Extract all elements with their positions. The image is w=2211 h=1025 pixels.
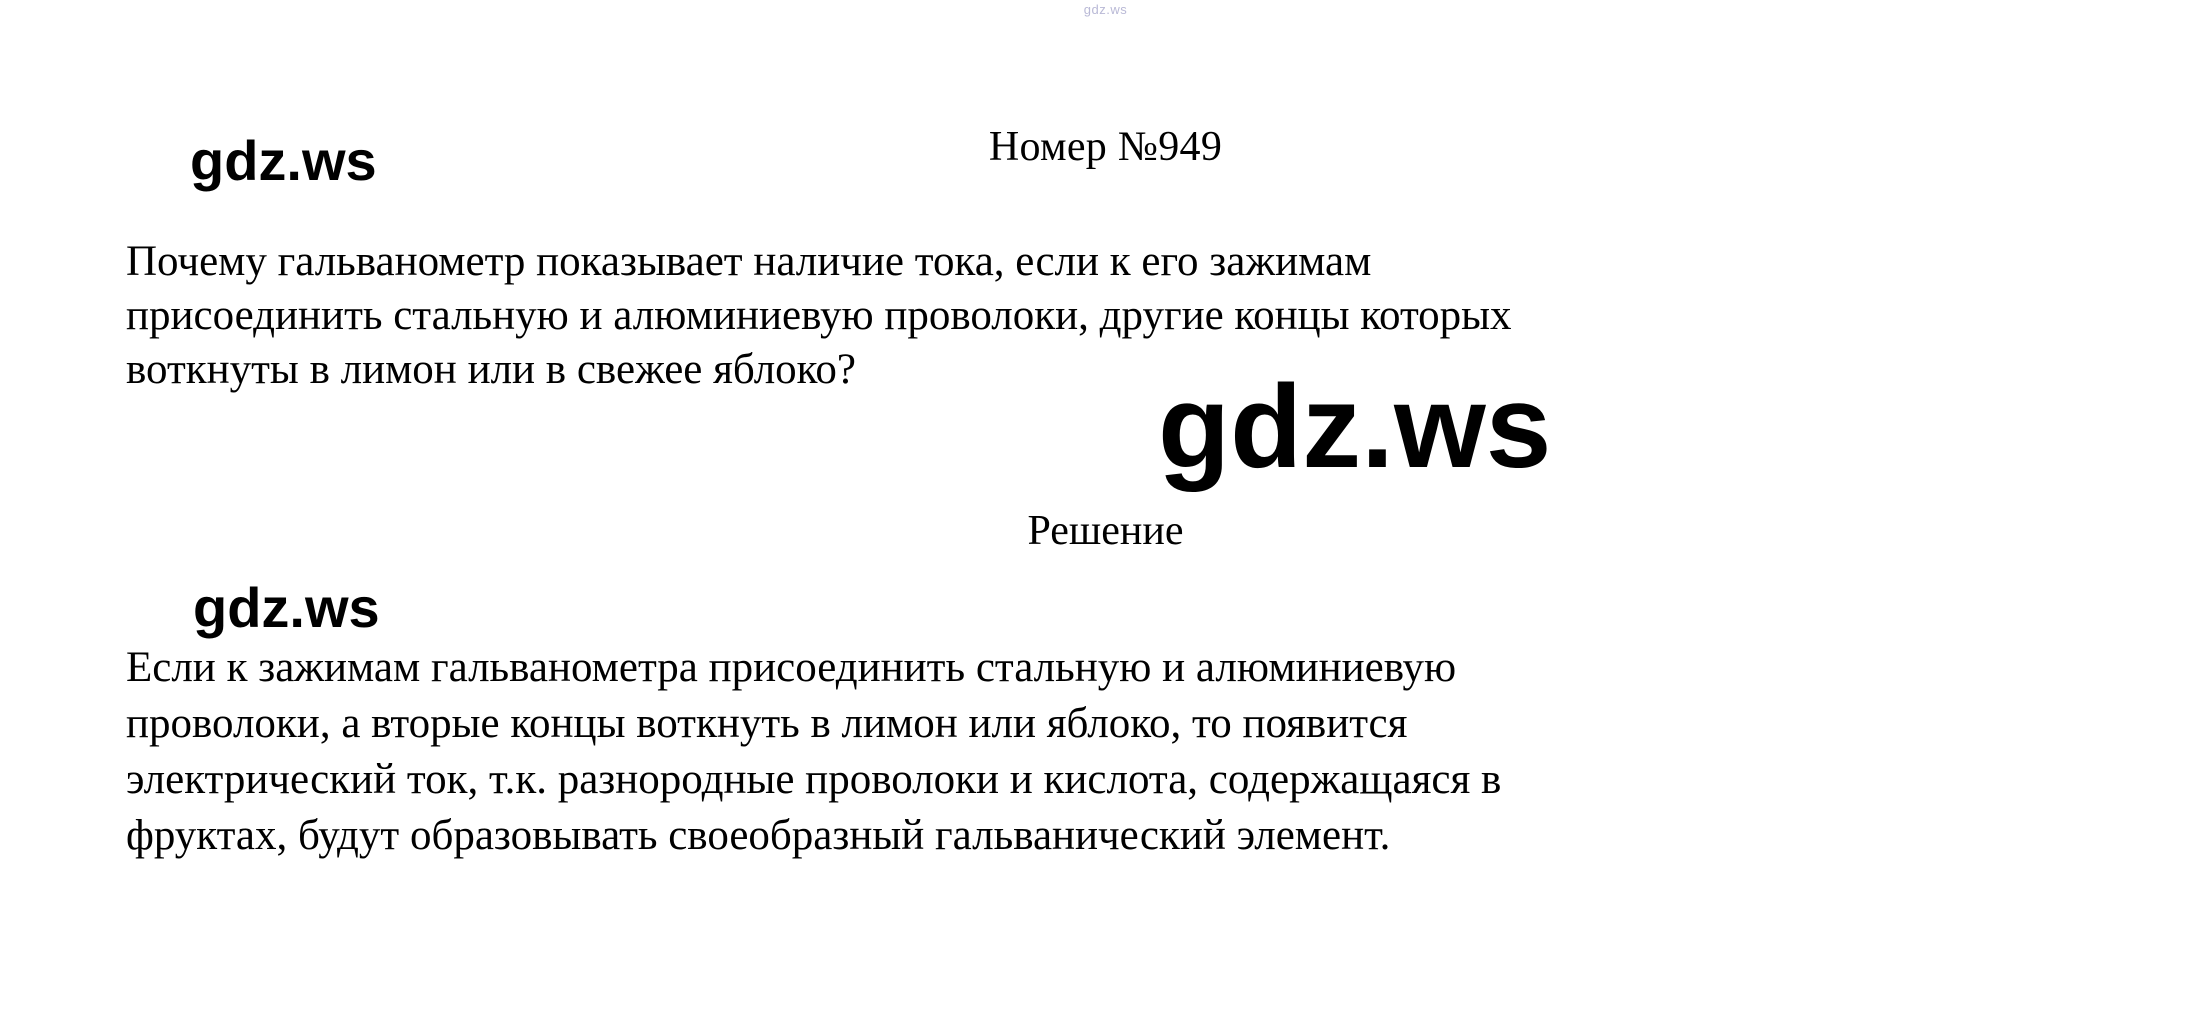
question-line: Почему гальванометр показывает наличие тока, если к его зажимам [126, 238, 1372, 285]
answer-line: фруктах, будут образовывать своеобразный гальванический элемент. [126, 811, 1391, 859]
answer-line: Если к зажимам гальванометра присоединить стальную и алюминиевую [126, 644, 1457, 691]
answer-line: электрический ток, т.к. разнородные проволоки и кислота, содержащаяся в [126, 755, 1502, 803]
watermark-left-lower: gdz.ws [193, 576, 380, 639]
page-title: Номер №949 [988, 124, 1223, 170]
watermark-top-small: gdz.ws [1083, 2, 1128, 17]
question-text [126, 235, 2101, 398]
answer-line: проволоки, а вторые концы воткнуть в лимон или яблоко, то появится [126, 699, 1408, 747]
question-line: присоединить стальную и алюминиевую проволоки, другие концы которых [126, 292, 1512, 340]
question-line: воткнуты в лимон или в свежее яблоко? [126, 346, 856, 394]
watermark-left-upper: gdz.ws [190, 129, 377, 192]
solution-heading: Решение [1027, 508, 1184, 554]
watermark-large-center: gdz.ws [1158, 361, 1552, 493]
answer-text [126, 640, 2111, 864]
